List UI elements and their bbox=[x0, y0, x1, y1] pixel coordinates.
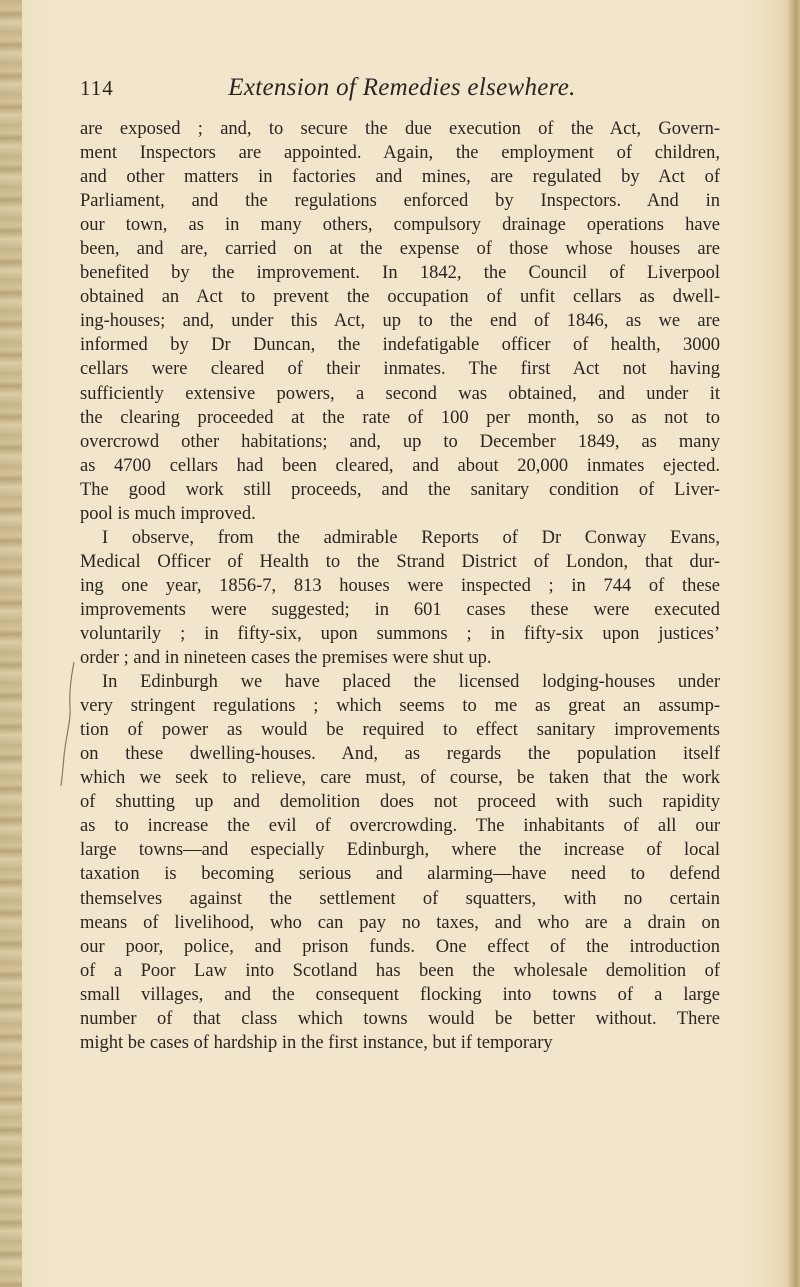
text-line: themselves against the settlement of squatters, with no certain bbox=[80, 888, 720, 909]
text-line: on these dwelling-houses. And, as regards the population itself bbox=[80, 744, 720, 765]
text-line: voluntarily ; in fifty-six, upon summons ; in fifty-six upon justices’ bbox=[80, 623, 720, 644]
text-line: taxation is becoming serious and alarming—have need to defend bbox=[80, 864, 720, 885]
text-line: the clearing proceeded at the rate of 100 per month, so as not to bbox=[80, 407, 720, 428]
text-line: obtained an Act to prevent the occupation of unfit cellars as dwell- bbox=[80, 287, 720, 308]
text-line: pool is much improved. bbox=[80, 503, 256, 524]
text-line: ment Inspectors are appointed. Again, the employment of children, bbox=[80, 143, 720, 164]
text-line: cellars were cleared of their inmates. The first Act not having bbox=[80, 359, 720, 380]
text-line: which we seek to relieve, care must, of course, be taken that the work bbox=[80, 768, 720, 789]
text-line: I observe, from the admirable Reports of Dr Conway Evans, bbox=[102, 527, 720, 548]
page-gutter-shadow bbox=[0, 0, 22, 1287]
text-line: ing one year, 1856-7, 813 houses were inspected ; in 744 of these bbox=[80, 575, 720, 596]
text-line: Parliament, and the regulations enforced by Inspectors. And in bbox=[80, 191, 720, 212]
page-header bbox=[80, 74, 720, 110]
page-edge-shadow bbox=[788, 0, 800, 1287]
text-line: large towns—and especially Edinburgh, where the increase of local bbox=[80, 840, 720, 861]
text-line: tion of power as would be required to effect sanitary improvements bbox=[80, 720, 720, 741]
body-text bbox=[80, 117, 720, 1055]
text-line: been, and are, carried on at the expense of those whose houses are bbox=[80, 239, 720, 260]
text-line: overcrowd other habitations; and, up to December 1849, as many bbox=[80, 431, 720, 452]
text-line: of a Poor Law into Scotland has been the wholesale demolition of bbox=[80, 960, 720, 981]
text-line: order ; and in nineteen cases the premises were shut up. bbox=[80, 648, 492, 669]
text-line: improvements were suggested; in 601 cases these were executed bbox=[80, 599, 720, 620]
running-title: Extension of Remedies elsewhere. bbox=[228, 74, 576, 101]
page-number: 114 bbox=[80, 76, 114, 100]
text-line: ing-houses; and, under this Act, up to the end of 1846, as we are bbox=[80, 311, 720, 332]
text-line: informed by Dr Duncan, the indefatigable officer of health, 3000 bbox=[80, 335, 720, 356]
text-line: might be cases of hardship in the first instance, but if temporary bbox=[80, 1032, 553, 1053]
text-line: are exposed ; and, to secure the due execution of the Act, Govern- bbox=[80, 119, 720, 139]
text-line: In Edinburgh we have placed the licensed lodging-houses under bbox=[102, 672, 720, 693]
text-line: as 4700 cellars had been cleared, and about 20,000 inmates ejected. bbox=[80, 455, 720, 476]
text-line: and other matters in factories and mines, are regulated by Act of bbox=[80, 167, 720, 188]
text-line: our poor, police, and prison funds. One effect of the introduction bbox=[80, 936, 720, 957]
text-line: as to increase the evil of overcrowding. The inhabitants of all our bbox=[80, 816, 720, 837]
text-line: of shutting up and demolition does not proceed with such rapidity bbox=[80, 792, 720, 813]
text-line: Medical Officer of Health to the Strand District of London, that dur- bbox=[80, 551, 720, 572]
text-line: number of that class which towns would be better without. There bbox=[80, 1008, 720, 1029]
text-line: means of livelihood, who can pay no taxes, and who are a drain on bbox=[80, 912, 720, 933]
pencil-margin-mark-icon bbox=[52, 658, 82, 788]
text-line: small villages, and the consequent flocking into towns of a large bbox=[80, 984, 720, 1005]
text-line: The good work still proceeds, and the sanitary condition of Liver- bbox=[80, 479, 720, 500]
text-line: sufficiently extensive powers, a second was obtained, and under it bbox=[80, 383, 720, 404]
text-line: our town, as in many others, compulsory drainage operations have bbox=[80, 215, 720, 236]
text-line: benefited by the improvement. In 1842, the Council of Liverpool bbox=[80, 263, 720, 284]
text-line: very stringent regulations ; which seems to me as great an assump- bbox=[80, 696, 720, 717]
